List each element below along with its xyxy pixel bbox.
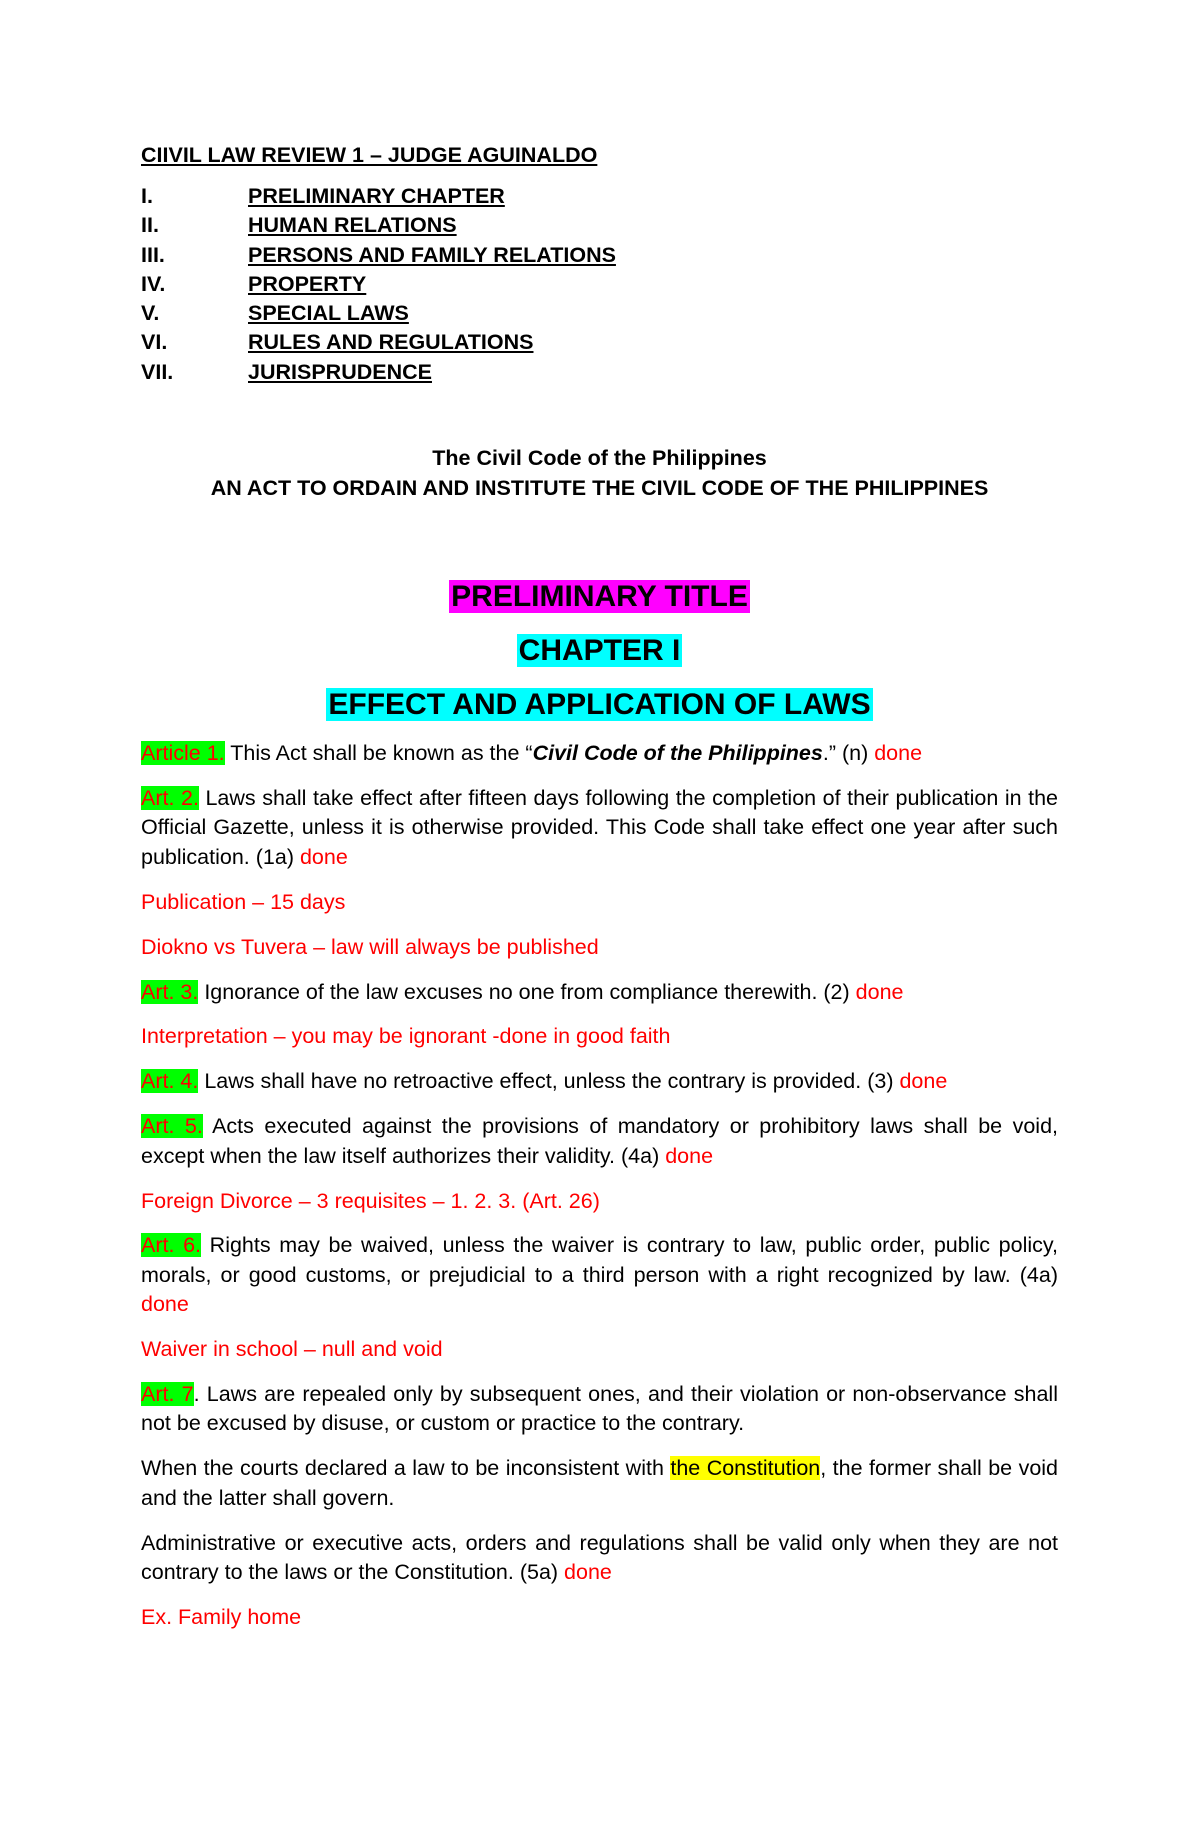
toc-item [141,211,1058,240]
document-content [141,140,1058,1648]
article-4 [141,1067,1058,1096]
toc-item [141,299,1058,328]
courts-text: , the former shall be void and the latter shall govern. [141,1456,1059,1510]
article-1 [141,739,1058,768]
done-note: done [299,844,348,869]
done-note: done [855,979,904,1004]
toc-label: SPECIAL LAWS [248,301,409,326]
article-label: Article 1. [141,741,225,766]
chapter-heading [141,631,1058,671]
note-interpretation: Interpretation – you may be ignorant -done in good faith [141,1024,671,1049]
article-text: Ignorance of the law excuses no one from compliance therewith. (2) [198,979,856,1004]
toc-label: PRELIMINARY CHAPTER [248,184,505,208]
article-emphasis: Civil Code of the Philippines [532,741,823,766]
article-label: Art. 2. [141,785,199,810]
note-example: Ex. Family home [141,1605,302,1630]
done-note: done [564,1560,612,1585]
toc-item [141,328,1058,357]
article-text: Acts executed against the provisions of mandatory or prohibitory laws shall be void, except when the law itself authorizes their validity. (4a) [141,1114,1058,1168]
chapter-text: CHAPTER I [518,634,681,668]
toc-number: IV. [141,271,166,296]
note-diokno: Diokno vs Tuvera – law will always be published [141,934,599,959]
done-note: done [899,1069,948,1094]
article-7 [141,1380,1058,1439]
article-label: Art. 5. [141,1114,203,1139]
article-label: Art. 3. [141,979,199,1004]
article-3 [141,978,1058,1007]
done-note: done [665,1143,714,1168]
article-label: Art. 7 [141,1382,194,1407]
toc-number: I. [141,184,153,208]
done-note: done [874,741,923,766]
toc-number: VI. [141,330,168,355]
done-note: done [141,1292,189,1317]
toc-number: III. [141,242,165,267]
article-label: Art. 4. [141,1069,199,1094]
note-foreign-divorce: Foreign Divorce – 3 requisites – 1. 2. 3. (Art. 26) [141,1188,600,1213]
toc-label: RULES AND REGULATIONS [248,330,534,355]
courts-paragraph [141,1454,1058,1513]
toc-label: PERSONS AND FAMILY RELATIONS [248,242,616,267]
effect-heading [141,685,1058,725]
toc-item [141,182,1058,211]
toc-number: V. [141,301,160,326]
code-title: The Civil Code of the Philippines [432,446,767,471]
administrative-paragraph [141,1529,1058,1588]
article-text: This Act shall be known as the “ [224,741,533,766]
article-5 [141,1112,1058,1171]
article-text: .” (n) [822,741,875,766]
toc-label: HUMAN RELATIONS [248,213,457,238]
article-6 [141,1231,1058,1319]
courts-text: When the courts declared a law to be inconsistent with [141,1456,671,1481]
constitution-highlight: the Constitution [670,1456,821,1481]
toc-item [141,241,1058,270]
toc-number: II. [141,213,159,238]
toc-label: PROPERTY [248,271,367,296]
note-waiver: Waiver in school – null and void [141,1337,443,1362]
article-label: Art. 6. [141,1233,202,1258]
act-title: AN ACT TO ORDAIN AND INSTITUTE THE CIVIL CODE OF THE PHILIPPINES [210,476,989,501]
toc-item [141,270,1058,299]
article-text: . Laws are repealed only by subsequent ones, and their violation or non-observance shall not be excused by disuse, or custom or practice to the contrary. [141,1382,1058,1436]
note-publication: Publication – 15 days [141,889,346,914]
toc-label: JURISPRUDENCE [248,359,432,384]
toc-number: VII. [141,359,174,384]
effect-text: EFFECT AND APPLICATION OF LAWS [328,688,871,722]
article-2 [141,784,1058,872]
article-text: Laws shall have no retroactive effect, unless the contrary is provided. (3) [198,1069,900,1094]
article-text: Rights may be waived, unless the waiver is contrary to law, public order, public policy, morals, or good customs, or prejudicial to a third person with a right recognized by law. (4a) [141,1233,1059,1287]
toc-item [141,358,1058,387]
article-text: Laws shall take effect after fifteen days following the completion of their publication in the Official Gazette, unless it is otherwise provided. This Code shall take effect one year after such publication. (1a) [141,785,1058,869]
administrative-text: Administrative or executive acts, orders and regulations shall be valid only when they are not contrary to the laws or the Constitution. (5a) [141,1530,1058,1585]
preliminary-title-text: PRELIMINARY TITLE [451,580,748,614]
table-of-contents [141,182,1058,387]
preliminary-title-heading [141,577,1058,617]
document-title: CIIVIL LAW REVIEW 1 – JUDGE AGUINALDO [141,143,598,167]
